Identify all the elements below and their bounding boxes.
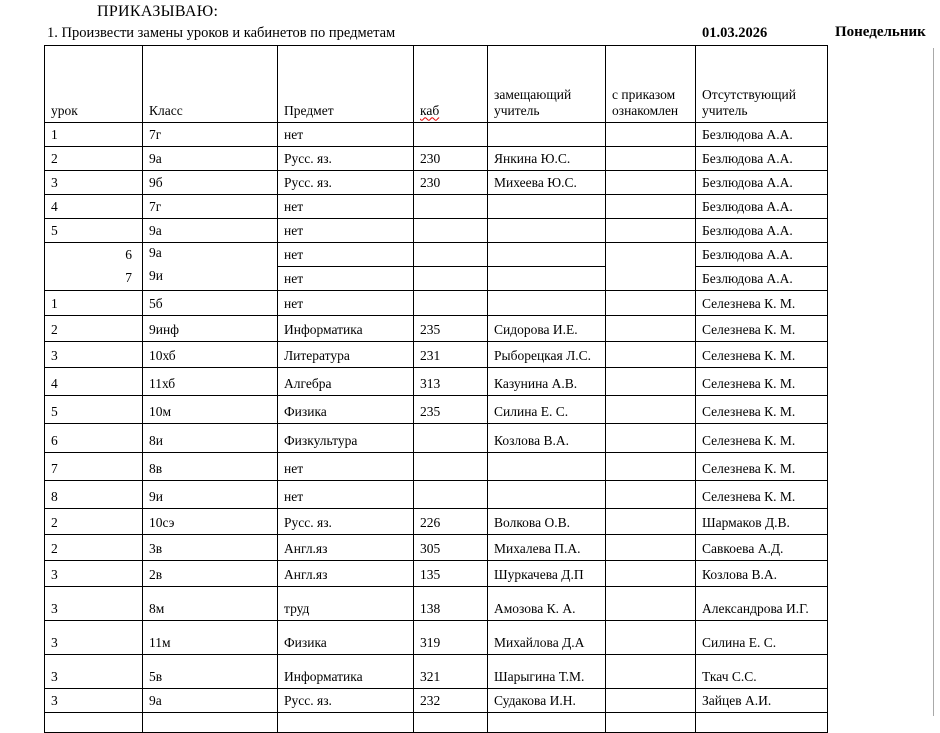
cell-ack — [606, 561, 696, 587]
cell-room: 135 — [414, 561, 488, 587]
cell-class: 7г — [143, 195, 278, 219]
cell-lesson: 4 — [45, 368, 143, 396]
spellchecked-label: каб — [420, 102, 440, 118]
table-row — [45, 342, 828, 368]
table-row — [45, 424, 828, 453]
cell-ack — [606, 621, 696, 655]
cell-room — [414, 123, 488, 147]
cell-ack — [606, 689, 696, 713]
cell-class: 8и — [143, 424, 278, 453]
cell-substitute: Шуркачева Д.П — [488, 561, 606, 587]
cell-class: 10сэ — [143, 509, 278, 535]
cell-ack — [606, 316, 696, 342]
cell-substitute: Амозова К. А. — [488, 587, 606, 621]
cell-substitute — [488, 291, 606, 316]
table-row — [45, 243, 828, 267]
cell-room — [414, 453, 488, 481]
cell-absent: Селезнева К. М. — [696, 368, 828, 396]
cell-room: 313 — [414, 368, 488, 396]
cell-class: 9б — [143, 171, 278, 195]
merged-cell-line: 9и — [149, 268, 163, 283]
cell-subject: нет — [278, 243, 414, 267]
cell-substitute: Силина Е. С. — [488, 396, 606, 424]
cell-ack — [606, 291, 696, 316]
cell-ack — [606, 587, 696, 621]
cell-lesson: 2 — [45, 509, 143, 535]
cell-ack — [606, 535, 696, 561]
cell-room: 138 — [414, 587, 488, 621]
cell-subject: Русс. яз. — [278, 509, 414, 535]
cell-absent: Селезнева К. М. — [696, 424, 828, 453]
cell-substitute: Судакова И.Н. — [488, 689, 606, 713]
cell-absent: Ткач С.С. — [696, 655, 828, 689]
cell-substitute — [488, 123, 606, 147]
cell-lesson: 2 — [45, 147, 143, 171]
cell-absent: Александрова И.Г. — [696, 587, 828, 621]
cell-lesson: 3 — [45, 655, 143, 689]
cell-subject: нет — [278, 195, 414, 219]
cell-lesson: 6 — [45, 424, 143, 453]
cell-absent: Безлюдова А.А. — [696, 147, 828, 171]
table-row — [45, 655, 828, 689]
cell-ack — [606, 195, 696, 219]
cell-substitute — [488, 453, 606, 481]
cell-lesson: 5 — [45, 396, 143, 424]
cell-room: 319 — [414, 621, 488, 655]
cell-substitute: Рыборецкая Л.С. — [488, 342, 606, 368]
cell-room: 230 — [414, 171, 488, 195]
cell-substitute: Михалева П.А. — [488, 535, 606, 561]
cell-substitute — [488, 243, 606, 267]
column-header-lesson: урок — [45, 46, 143, 123]
merged-cell-line: 9а — [149, 245, 162, 260]
cell-subject: нет — [278, 219, 414, 243]
cell-class: 3в — [143, 535, 278, 561]
cell-room: 231 — [414, 342, 488, 368]
cell-substitute: Сидорова И.Е. — [488, 316, 606, 342]
column-header-substitute: замещающий учитель — [488, 46, 606, 123]
cell-room: 321 — [414, 655, 488, 689]
cell-absent: Безлюдова А.А. — [696, 195, 828, 219]
cell-subject: Англ.яз — [278, 535, 414, 561]
substitutions-table — [44, 45, 828, 733]
cell-ack — [606, 396, 696, 424]
cell-room: 226 — [414, 509, 488, 535]
cell-substitute: Козлова В.А. — [488, 424, 606, 453]
cell-lesson: 3 — [45, 689, 143, 713]
cell-substitute: Казунина А.В. — [488, 368, 606, 396]
cell-class: 5в — [143, 655, 278, 689]
cell-lesson: 3 — [45, 561, 143, 587]
cell-lesson — [45, 243, 143, 291]
table-row — [45, 561, 828, 587]
cell-substitute — [488, 219, 606, 243]
cell-subject: Алгебра — [278, 368, 414, 396]
order-date: 01.03.2026 — [702, 25, 768, 41]
table-row — [45, 195, 828, 219]
cell-room: 305 — [414, 535, 488, 561]
weekday-label: Понедельник — [835, 24, 926, 40]
cell-lesson: 4 — [45, 195, 143, 219]
cell-ack — [606, 171, 696, 195]
cell-ack — [606, 342, 696, 368]
cell-absent: Козлова В.А. — [696, 561, 828, 587]
cell-room — [414, 219, 488, 243]
cell-lesson: 3 — [45, 171, 143, 195]
cell-absent: Безлюдова А.А. — [696, 267, 828, 291]
cell-subject: Физика — [278, 621, 414, 655]
table-header — [45, 46, 828, 123]
cell-ack — [606, 424, 696, 453]
cell-class: 7г — [143, 123, 278, 147]
cell-class: 11м — [143, 621, 278, 655]
cell-lesson: 3 — [45, 621, 143, 655]
cell-room — [414, 267, 488, 291]
cell-ack — [606, 481, 696, 509]
table-row — [45, 171, 828, 195]
cell-subject: труд — [278, 587, 414, 621]
cell-absent: Безлюдова А.А. — [696, 243, 828, 267]
cell-subject: нет — [278, 481, 414, 509]
cell-absent: Безлюдова А.А. — [696, 123, 828, 147]
cell-substitute — [488, 481, 606, 509]
cell-subject: нет — [278, 123, 414, 147]
cell-ack — [606, 655, 696, 689]
cell-class: 10м — [143, 396, 278, 424]
cell-class: 9инф — [143, 316, 278, 342]
cell-class: 9а — [143, 689, 278, 713]
cell-ack — [606, 219, 696, 243]
cell-substitute — [488, 195, 606, 219]
cell-ack — [606, 243, 696, 291]
cell-class: 9а — [143, 147, 278, 171]
table-row — [45, 453, 828, 481]
cell-absent: Селезнева К. М. — [696, 291, 828, 316]
table-row — [45, 219, 828, 243]
cell-room: 235 — [414, 396, 488, 424]
cell-ack — [606, 453, 696, 481]
cell-substitute: Волкова О.В. — [488, 509, 606, 535]
table-body — [45, 123, 828, 733]
table-row — [45, 147, 828, 171]
table-row — [45, 396, 828, 424]
cell-lesson: 1 — [45, 291, 143, 316]
cell-class: 9и — [143, 481, 278, 509]
cell-room: 232 — [414, 689, 488, 713]
cell-lesson: 3 — [45, 587, 143, 621]
cell-subject: нет — [278, 291, 414, 316]
cell-absent: Селезнева К. М. — [696, 342, 828, 368]
cell-absent: Шармаков Д.В. — [696, 509, 828, 535]
table-row — [45, 621, 828, 655]
cell-substitute: Шарыгина Т.М. — [488, 655, 606, 689]
table-row — [45, 535, 828, 561]
cell-absent: Селезнева К. М. — [696, 316, 828, 342]
table-row — [45, 123, 828, 147]
page-edge-line — [933, 48, 934, 716]
cell-room — [414, 291, 488, 316]
column-header-ack: с приказом ознакомлен — [606, 46, 696, 123]
cell-subject: Русс. яз. — [278, 147, 414, 171]
cell-room — [414, 424, 488, 453]
cell-lesson: 7 — [45, 453, 143, 481]
merged-cell-line: 6 — [125, 247, 132, 262]
table-row — [45, 291, 828, 316]
cell-ack — [606, 509, 696, 535]
table-row — [45, 316, 828, 342]
cell-class: 10хб — [143, 342, 278, 368]
cell-lesson: 2 — [45, 316, 143, 342]
cell-subject: нет — [278, 267, 414, 291]
document-heading: ПРИКАЗЫВАЮ: — [97, 3, 219, 20]
cell-class: 5б — [143, 291, 278, 316]
column-header-subject: Предмет — [278, 46, 414, 123]
cell-class: 11хб — [143, 368, 278, 396]
table-row — [45, 481, 828, 509]
cell-subject: нет — [278, 453, 414, 481]
cell-class — [143, 243, 278, 291]
cell-class: 8в — [143, 453, 278, 481]
cell-substitute: Янкина Ю.С. — [488, 147, 606, 171]
cell-absent: Савкоева А.Д. — [696, 535, 828, 561]
cell-subject: Физкультура — [278, 424, 414, 453]
cell-subject: Русс. яз. — [278, 171, 414, 195]
table-row — [45, 689, 828, 713]
order-line: 1. Произвести замены уроков и кабинетов по предметам — [47, 25, 396, 41]
cell-absent: Селезнева К. М. — [696, 453, 828, 481]
cell-absent: Силина Е. С. — [696, 621, 828, 655]
merged-cell-line: 7 — [125, 270, 132, 285]
cell-class: 9а — [143, 219, 278, 243]
cell-subject: Физика — [278, 396, 414, 424]
cell-room: 230 — [414, 147, 488, 171]
cell-subject: Информатика — [278, 316, 414, 342]
cell-room — [414, 195, 488, 219]
cell-lesson: 2 — [45, 535, 143, 561]
cell-subject: Англ.яз — [278, 561, 414, 587]
cell-substitute: Михайлова Д.А — [488, 621, 606, 655]
column-header-room — [414, 46, 488, 123]
cell-absent: Безлюдова А.А. — [696, 219, 828, 243]
cell-absent: Безлюдова А.А. — [696, 171, 828, 195]
cell-ack — [606, 147, 696, 171]
table-row — [45, 368, 828, 396]
cell-ack — [606, 368, 696, 396]
cell-absent: Селезнева К. М. — [696, 396, 828, 424]
cell-substitute — [488, 267, 606, 291]
table-row — [45, 587, 828, 621]
cell-lesson: 8 — [45, 481, 143, 509]
cell-subject: Информатика — [278, 655, 414, 689]
column-header-absent: Отсутствующий учитель — [696, 46, 828, 123]
cell-room — [414, 481, 488, 509]
table-row — [45, 509, 828, 535]
cell-class: 8м — [143, 587, 278, 621]
cell-ack — [606, 123, 696, 147]
cell-substitute: Михеева Ю.С. — [488, 171, 606, 195]
cell-class: 2в — [143, 561, 278, 587]
column-header-class: Класс — [143, 46, 278, 123]
cell-absent: Зайцев А.И. — [696, 689, 828, 713]
cell-absent: Селезнева К. М. — [696, 481, 828, 509]
cell-lesson: 5 — [45, 219, 143, 243]
cell-lesson: 1 — [45, 123, 143, 147]
cell-subject: Литература — [278, 342, 414, 368]
cell-room — [414, 243, 488, 267]
cell-room: 235 — [414, 316, 488, 342]
cell-lesson: 3 — [45, 342, 143, 368]
cell-subject: Русс. яз. — [278, 689, 414, 713]
